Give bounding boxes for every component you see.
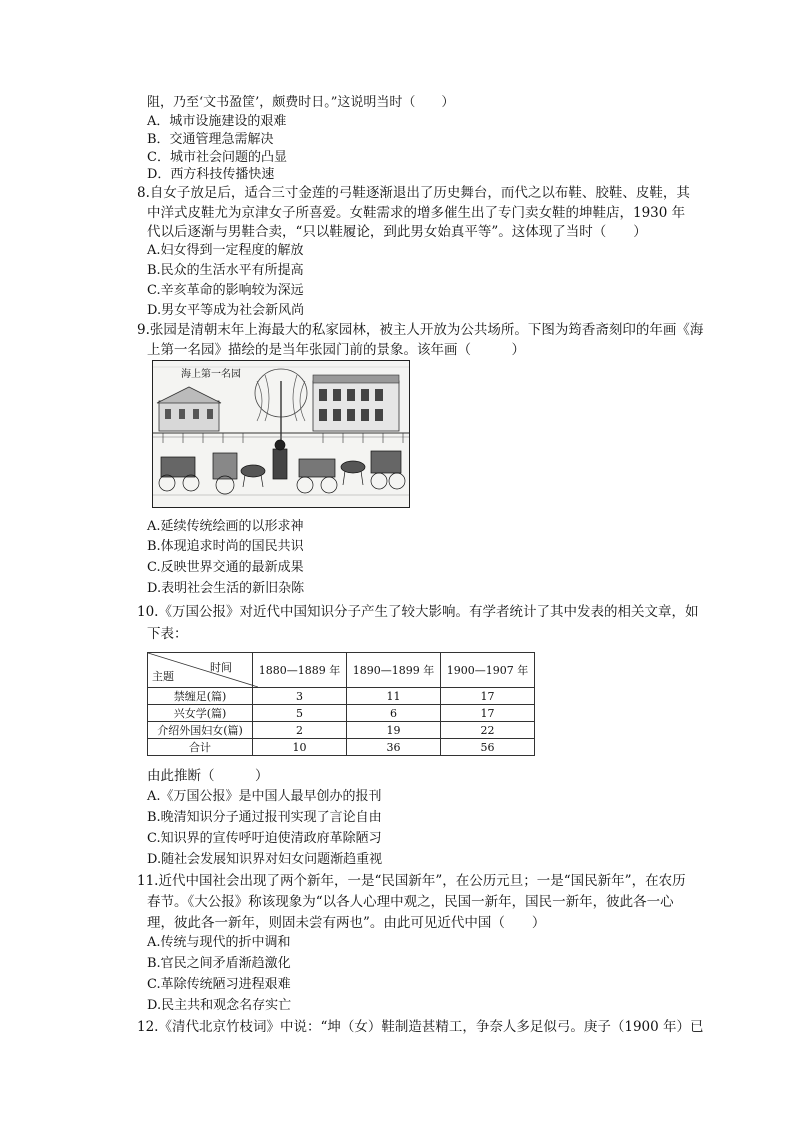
q9-option-c: C.反映世界交通的最新成果 <box>147 560 304 575</box>
table-cell: 22 <box>441 722 535 739</box>
table-row <box>148 739 535 756</box>
q11-stem-line-2: 春节。《大公报》称该现象为“以各人心理中观之，民国一新年，国民一新年，彼此各一心 <box>147 894 674 910</box>
table-row <box>148 688 535 705</box>
q9-stem-line-2: 上第一名园》描绘的是当年张园门前的景象。该年画（ ） <box>147 342 525 358</box>
table-cell: 56 <box>441 739 535 756</box>
table-cell: 17 <box>441 705 535 722</box>
table-row <box>148 705 535 722</box>
q7-option-a: A．城市设施建设的艰难 <box>147 114 287 129</box>
table-col-header: 1900—1907 年 <box>441 653 535 688</box>
table-cell: 17 <box>441 688 535 705</box>
row-label: 兴女学(篇) <box>148 705 253 722</box>
q7-stem-end: 阻，乃至‘文书盈筐’，颇费时日。”这说明当时（ ） <box>147 95 455 110</box>
table-cell: 6 <box>347 705 441 722</box>
row-label: 介绍外国妇女(篇) <box>148 722 253 739</box>
q10-stem-line-2: 下表： <box>147 626 188 642</box>
statistics-table <box>147 652 535 756</box>
table-diagonal-header <box>148 653 253 688</box>
row-label: 合计 <box>148 739 253 756</box>
q10-option-b: B.晚清知识分子通过报刊实现了言论自由 <box>147 810 382 825</box>
table-cell: 11 <box>347 688 441 705</box>
table-header-time: 时间 <box>210 661 232 674</box>
q12-stem-line-1: 12.《清代北京竹枝词》中说：“坤（女）鞋制造甚精工，争奈人多足似弓。庚子（1900 年）已 <box>137 1019 704 1035</box>
table-cell: 3 <box>253 688 347 705</box>
table-col-header: 1890—1899 年 <box>347 653 441 688</box>
q11-option-b: B.官民之间矛盾渐趋激化 <box>147 956 291 971</box>
row-label: 禁缠足(篇) <box>148 688 253 705</box>
q9-option-a: A.延续传统绘画的以形求神 <box>147 519 304 534</box>
q10-after-text: 由此推断（ ） <box>147 768 269 784</box>
q8-stem-line-2: 中洋式皮鞋尤为京津女子所喜爱。女鞋需求的增多催生出了专门卖女鞋的坤鞋店，1930 年 <box>147 205 686 221</box>
q9-option-d: D.表明社会生活的新旧杂陈 <box>147 581 305 596</box>
q10-option-d: D.随社会发展知识界对妇女问题渐趋重视 <box>147 852 383 867</box>
q11-option-d: D.民主共和观念名存实亡 <box>147 998 292 1013</box>
table-cell: 10 <box>253 739 347 756</box>
table-cell: 5 <box>253 705 347 722</box>
q8-stem-line-1: 8.自女子放足后，适合三寸金莲的弓鞋逐渐退出了历史舞台，而代之以布鞋、胶鞋、皮鞋，其 <box>137 185 690 201</box>
q7-option-b: B．交通管理急需解决 <box>147 132 274 147</box>
table-col-header: 1880—1889 年 <box>253 653 347 688</box>
table-cell: 36 <box>347 739 441 756</box>
q8-stem-line-3: 代以后逐渐与男鞋合卖，“只以鞋履论，到此男女始真平等”。这体现了当时（ ） <box>147 224 647 240</box>
q10-option-a: A.《万国公报》是中国人最早创办的报刊 <box>147 789 382 804</box>
q8-option-c: C.辛亥革命的影响较为深远 <box>147 283 304 298</box>
q11-stem-line-3: 理，彼此各一新年，则固未尝有两也”。由此可见近代中国（ ） <box>147 915 546 931</box>
table-row <box>148 722 535 739</box>
q11-stem-line-1: 11.近代中国社会出现了两个新年，一是“民国新年”，在公历元旦；一是“国民新年”，在农历 <box>137 873 686 889</box>
table-cell: 2 <box>253 722 347 739</box>
q7-option-c: C．城市社会问题的凸显 <box>147 150 287 165</box>
q8-option-a: A.妇女得到一定程度的解放 <box>147 243 304 258</box>
new-year-print-image <box>152 360 410 508</box>
q10-option-c: C.知识界的宣传呼吁迫使清政府革除陋习 <box>147 831 382 846</box>
q9-option-b: B.体现追求时尚的国民共识 <box>147 539 304 554</box>
q10-stem-line-1: 10.《万国公报》对近代中国知识分子产生了较大影响。有学者统计了其中发表的相关文章，如 <box>137 604 699 620</box>
q8-option-d: D.男女平等成为社会新风尚 <box>147 303 305 318</box>
q9-stem-line-1: 9.张园是清朝末年上海最大的私家园林，被主人开放为公共场所。下图为筠香斋刻印的年画《海 <box>137 322 704 338</box>
q8-option-b: B.民众的生活水平有所提高 <box>147 263 304 278</box>
table-cell: 19 <box>347 722 441 739</box>
q11-option-c: C.革除传统陋习进程艰难 <box>147 977 291 992</box>
figure-title: 海上第一名园 <box>181 369 241 380</box>
table-header-topic: 主题 <box>152 670 174 683</box>
q7-option-d: D．西方科技传播快速 <box>147 167 275 182</box>
q11-option-a: A.传统与现代的折中调和 <box>147 935 291 950</box>
